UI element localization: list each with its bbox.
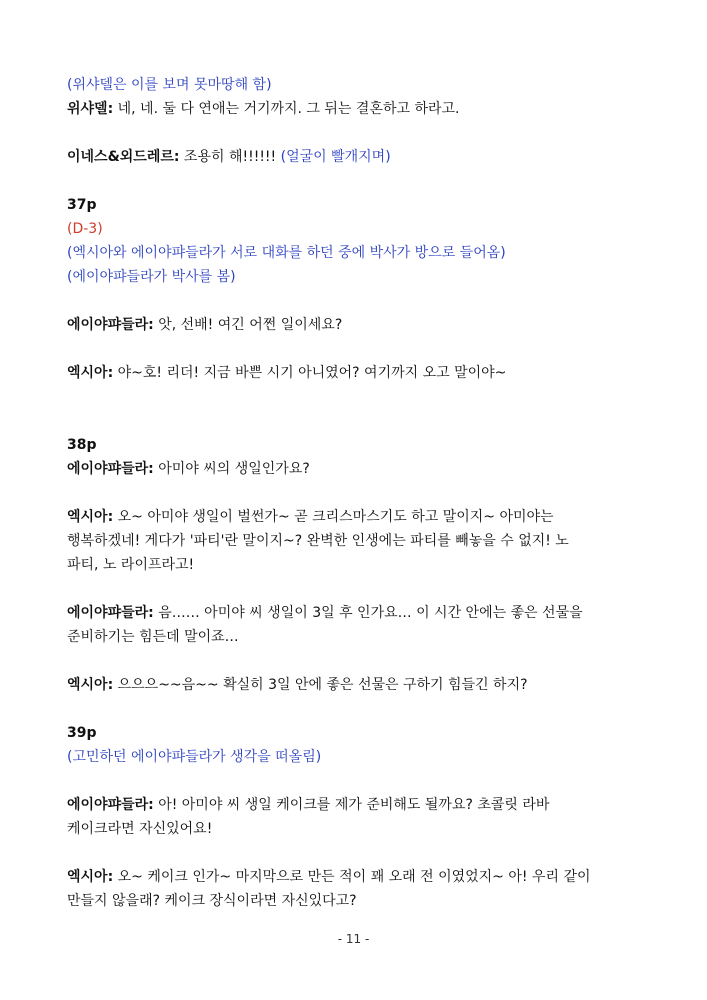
dialogue-text: 아미야 씨의 생일인가요? (153, 461, 310, 477)
speaker-name: 이네스&외드레르: (67, 149, 180, 165)
dialogue-continuation: 파티, 노 라이프라고! (67, 557, 195, 573)
page-number-heading: 38p (67, 437, 97, 453)
dialogue-line (67, 313, 642, 337)
speaker-name: 에이야퍄들라: (67, 461, 154, 477)
speaker-name: 엑시아: (67, 509, 114, 525)
dialogue-text: 앗, 선배! 여긴 어쩐 일이세요? (153, 317, 343, 333)
dialogue-text: 조용히 해!!!!!! (179, 149, 281, 165)
dialogue-line (67, 457, 642, 481)
dialogue-text: 으으으~~음~~ 확실히 3일 안에 좋은 선물은 구하기 힘들긴 하지? (113, 677, 528, 693)
dialogue-line (67, 361, 642, 385)
speaker-name: 엑시아: (67, 365, 114, 381)
speaker-name: 엑시아: (67, 869, 114, 885)
dialogue-text: 오~ 케이크 인가~ 마지막으로 만든 적이 꽤 오래 전 이였었지~ 아! 우리 같이 (113, 869, 591, 885)
dialogue-line (67, 793, 642, 817)
dialogue-continuation: 준비하기는 힘든데 말이죠… (67, 629, 239, 645)
dialogue-text: 야~호! 리더! 지금 바쁜 시기 아니였어? 여기까지 오고 말이야~ (113, 365, 507, 381)
dialogue-line (67, 601, 642, 625)
dialogue-text: 네, 네. 둘 다 연애는 거기까지. 그 뒤는 결혼하고 하라고. (113, 101, 460, 117)
dialogue-line (67, 673, 642, 697)
stage-direction: (에이야퍄들라가 박사를 봄) (67, 269, 236, 285)
stage-direction: (얼굴이 빨개지며) (280, 149, 391, 165)
page-footer-number: - 11 - (337, 932, 370, 946)
stage-direction: (위샤델은 이를 보며 못마땅해 함) (67, 77, 272, 93)
dialogue-text: 아! 아미야 씨 생일 케이크를 제가 준비해도 될까요? 초콜릿 라바 (153, 797, 550, 813)
speaker-name: 에이야퍄들라: (67, 317, 154, 333)
dialogue-continuation: 행복하겠네! 게다가 '파티'란 말이지~? 완벽한 인생에는 파티를 빼놓을 수 없지! 노 (67, 533, 569, 549)
dialogue-line (67, 865, 642, 889)
speaker-name: 엑시아: (67, 677, 114, 693)
stage-direction: (고민하던 에이야퍄들라가 생각을 떠올림) (67, 749, 322, 765)
day-marker: (D-3) (67, 221, 103, 237)
dialogue-line (67, 145, 642, 169)
dialogue-continuation: 케이크라면 자신있어요! (67, 821, 213, 837)
speaker-name: 에이야퍄들라: (67, 605, 154, 621)
speaker-name: 에이야퍄들라: (67, 797, 154, 813)
dialogue-text: 음…… 아미야 씨 생일이 3일 후 인가요… 이 시간 안에는 좋은 선물을 (153, 605, 583, 621)
stage-direction: (엑시아와 에이야퍄들라가 서로 대화를 하던 중에 박사가 방으로 들어옴) (67, 245, 506, 261)
document-body (67, 73, 642, 913)
speaker-name: 위샤델: (67, 101, 114, 117)
page-number-heading: 37p (67, 197, 97, 213)
dialogue-line (67, 505, 642, 529)
dialogue-continuation: 만들지 않을래? 케이크 장식이라면 자신있다고? (67, 893, 357, 909)
page-number-heading: 39p (67, 725, 97, 741)
dialogue-line (67, 97, 642, 121)
dialogue-text: 오~ 아미야 생일이 벌썬가~ 곧 크리스마스기도 하고 말이지~ 아미야는 (113, 509, 554, 525)
